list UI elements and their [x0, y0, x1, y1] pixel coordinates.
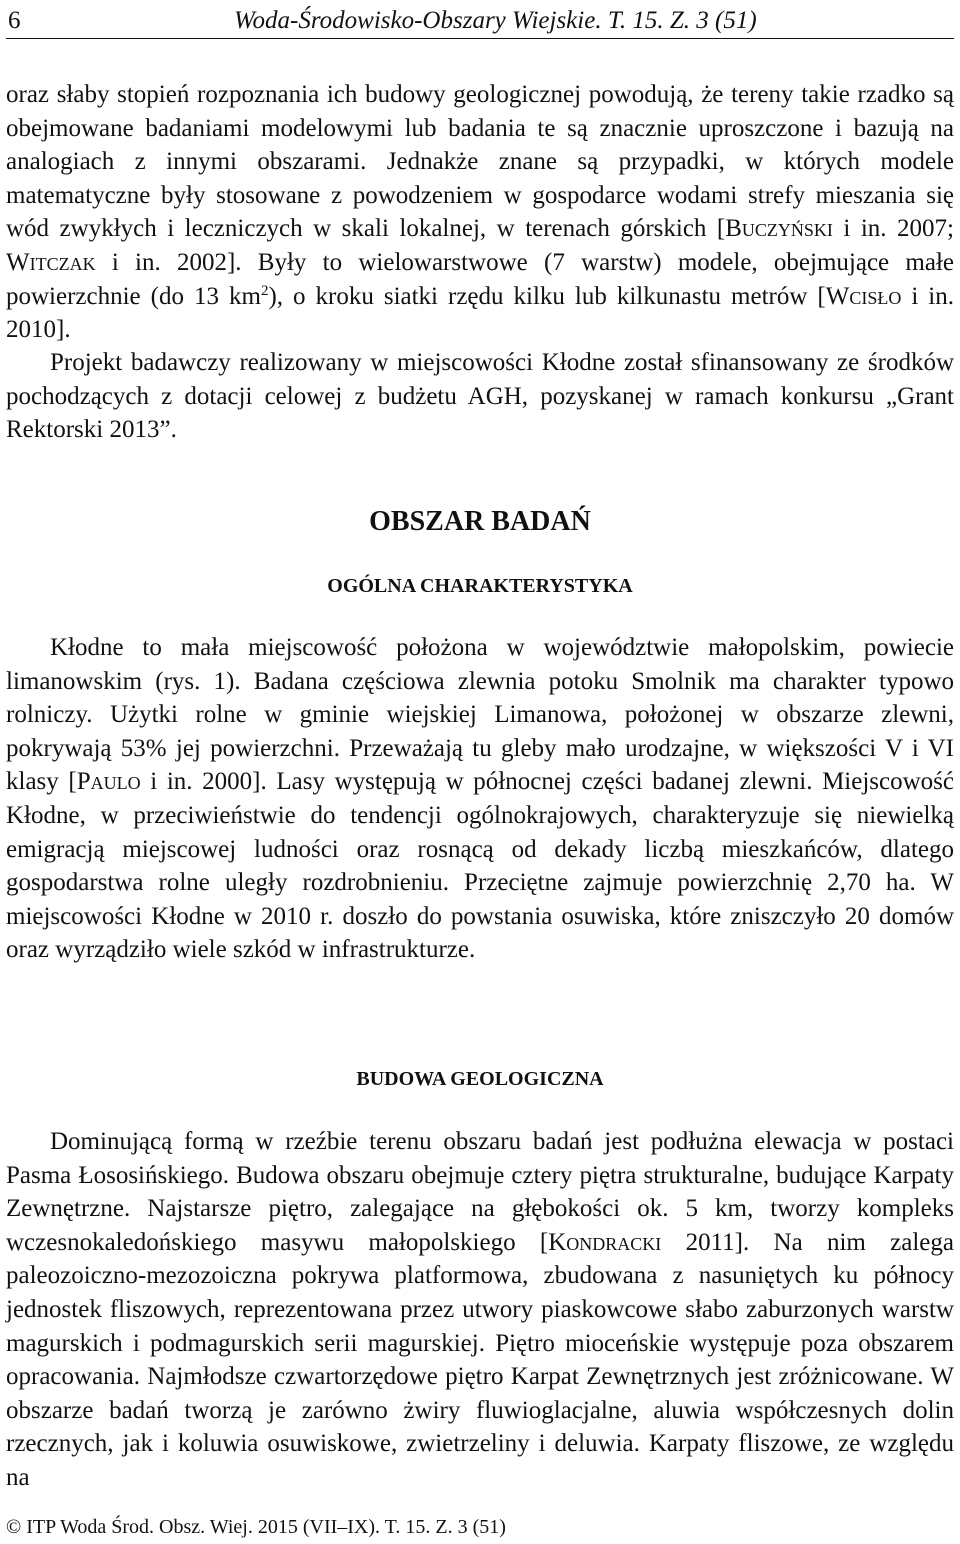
subsection-title: OGÓLNA CHARAKTERYSTYKA: [327, 575, 633, 597]
paragraph-funding: Projekt badawczy realizowany w miejscowości Kłodne został sfinansowany ze środków pochodzących z dotacji celowej z budżetu AGH, pozyskanej w ramach konkursu „Grant Rektorski 2013”.: [6, 349, 954, 444]
text-run: i in. 2007;: [832, 215, 954, 243]
copyright-footer: © ITP Woda Środ. Obsz. Wiej. 2015 (VII–IX). T. 15. Z. 3 (51): [6, 1516, 506, 1538]
page-number: 6: [8, 7, 21, 34]
paragraph-characteristics: [6, 631, 954, 967]
text-run: i in. 2010].: [6, 282, 954, 344]
superscript: 2: [260, 282, 269, 299]
subsection-title: BUDOWA GEOLOGICZNA: [356, 1068, 604, 1090]
text-run: oraz słaby stopień rozpoznania ich budowy geologicznej powodują, że tereny takie rzadko są obejmowane badaniami modelowymi lub badania te są znacznie uproszczone i bazują na analogiach z innymi obszarami. Jednakże znane są przypadki, w których modele matematyczne były stosowane z powodzeniem w gospodarce wodami strefy mieszania się wód zwykłych i leczniczych w skali lokalnej, w terenach górskich [: [6, 81, 954, 243]
running-header: [6, 4, 954, 39]
paragraph-geology: [6, 1125, 954, 1495]
section-title: OBSZAR BADAŃ: [369, 506, 591, 537]
citation-author: Witczak: [6, 248, 96, 276]
citation-author: Buczyński: [725, 215, 833, 243]
text-run: Kłodne to mała miejscowość położona w województwie małopolskim, powiecie limanowskim (rys. 1). Badana częściowa zlewnia potoku Smolnik ma charakter typowo rolniczy. Użytki rolne w gminie wiejskiej Limanowa, położonej w obszarze zlewni, pokrywają 53% jej powierzchni. Przeważają tu gleby mało urodzajne, w większości V i VI klasy [: [6, 634, 954, 796]
text-run: i in. 2000]. Lasy występują w północnej części badanej zlewni. Miejscowość Kłodne, w przeciwieństwie do tendencji ogólnokrajowych, charakteryzuje się niewielką emigracją miejscowej ludności oraz rosnącą od dekady liczbą mieszkańców, dlatego gospodarstwa rolne uległy rozdrobnieniu. Przeciętne zajmuje powierzchnię 2,70 ha. W miejscowości Kłodne w 2010 r. doszło do powstania osuwiska, które zniszczyło 20 domów oraz wyrządziło wiele szkód w infrastrukturze.: [6, 768, 954, 964]
citation-author: Paulo: [76, 768, 141, 796]
citation-author: Wcisło: [825, 282, 902, 310]
text-run: ), o kroku siatki rzędu kilku lub kilkunastu metrów [: [268, 282, 826, 310]
journal-title: Woda-Środowisko-Obszary Wiejskie. T. 15. Z. 3 (51): [234, 7, 757, 34]
text-run: 2011]. Na nim zalega paleozoiczno-mezozoiczna pokrywa platformowa, zbudowana z nasuniętych ku północy jednostek fliszowych, reprezentowana przez utwory piaskowcowe słabo zaburzonych warstw magurskich i podmagurskich serii magurskiej. Piętro mioceńskie występuje poza obszarem opracowania. Najmłodsze czwartorzędowe piętro Karpat Zewnętrznych jest zróżnicowane. W obszarze badań tworzą je zarówno żwiry fluwioglacjalne, aluwia współczesnych dolin rzecznych, jak i koluwia osuwiskowe, zwietrzeliny i deluwia. Karpaty fliszowe, ze względu na: [6, 1228, 954, 1491]
text-run: i in. 2002]. Były to wielowarstwowe (7 warstw) modele, obejmujące małe powierzchnie (do 13 km: [6, 248, 954, 310]
paragraph-intro: [6, 78, 954, 347]
citation-author: Kondracki: [548, 1228, 662, 1256]
text-run: Dominującą formą w rzeźbie terenu obszaru badań jest podłużna elewacja w postaci Pasma Łososińskiego. Budowa obszaru obejmuje cztery piętra strukturalne, budujące Karpaty Zewnętrzne. Najstarsze piętro, zalegające na głębokości ok. 5 km, tworzy kompleks wczesnokaledońskiego masywu małopolskiego [: [6, 1128, 954, 1256]
